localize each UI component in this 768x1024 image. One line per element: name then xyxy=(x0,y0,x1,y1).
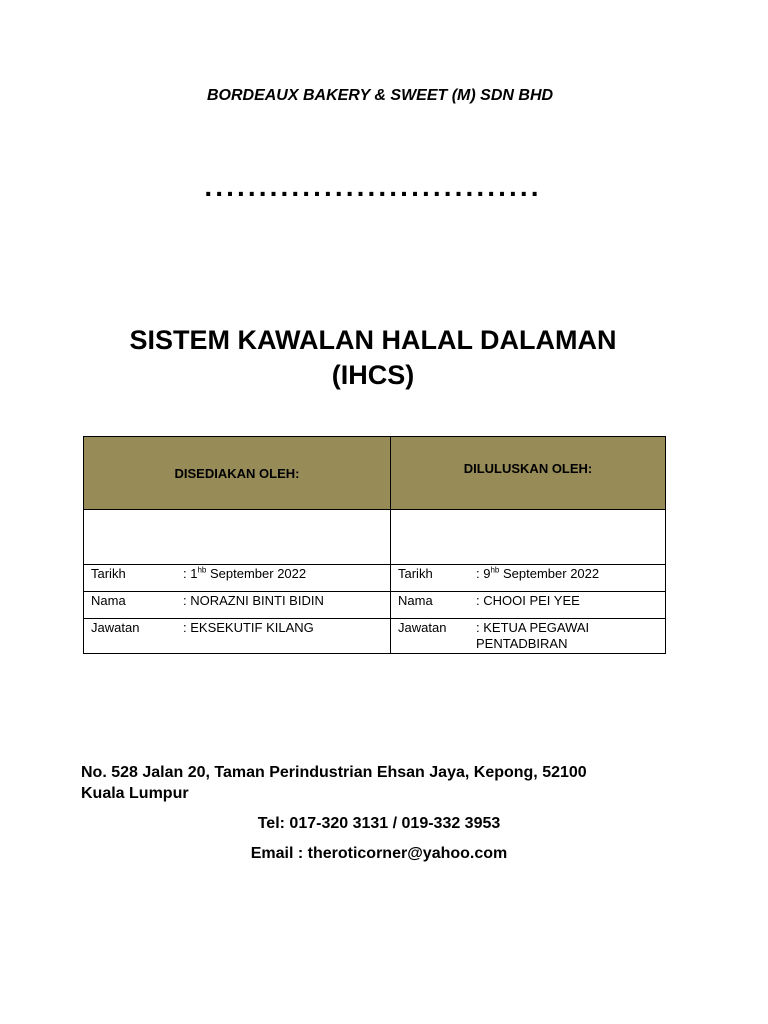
approved-name-label: Nama xyxy=(398,593,433,608)
telephone-numbers: Tel: 017-320 3131 / 019-332 3953 xyxy=(257,815,501,832)
approved-date-cell xyxy=(391,565,666,592)
approved-position-label: Jawatan xyxy=(398,620,447,635)
prepared-date-day: : 1 xyxy=(183,566,198,581)
company-name: BORDEAUX BAKERY & SWEET (M) SDN BHD xyxy=(206,87,554,104)
approved-by-header: DILULUSKAN OLEH: xyxy=(391,437,666,510)
prepared-date-value xyxy=(183,566,390,582)
approved-name-cell xyxy=(391,592,666,619)
prepared-date-cell xyxy=(84,565,391,592)
dotted-separator: ............................... xyxy=(204,171,542,202)
address-line-2: Kuala Lumpur xyxy=(81,785,189,802)
prepared-name-label: Nama xyxy=(91,593,126,608)
document-title xyxy=(0,323,746,393)
prepared-position-cell xyxy=(84,619,391,654)
table-header-row xyxy=(84,437,666,510)
title-line-2: (IHCS) xyxy=(331,360,415,390)
approved-position-line-2: PENTADBIRAN xyxy=(476,636,568,651)
prepared-name-value: : NORAZNI BINTI BIDIN xyxy=(183,593,324,608)
date-row xyxy=(84,565,666,592)
prepared-position-label: Jawatan xyxy=(91,620,140,635)
signature-row xyxy=(84,510,666,565)
approved-date-day: : 9 xyxy=(476,566,491,581)
approved-name-value: : CHOOI PEI YEE xyxy=(476,593,580,608)
company-address xyxy=(81,762,681,804)
prepared-date-month: September 2022 xyxy=(206,566,307,581)
prepared-date-label: Tarikh xyxy=(91,566,126,581)
prepared-date-suffix: hb xyxy=(197,565,207,575)
approved-position-cell xyxy=(391,619,666,654)
prepared-by-header: DISEDIAKAN OLEH: xyxy=(84,437,391,510)
address-line-1: No. 528 Jalan 20, Taman Perindustrian Ehsan Jaya, Kepong, 52100 xyxy=(81,764,587,781)
position-row xyxy=(84,619,666,654)
approved-position-line-1: : KETUA PEGAWAI xyxy=(476,620,590,635)
approved-date-label: Tarikh xyxy=(398,566,433,581)
title-line-1: SISTEM KAWALAN HALAL DALAMAN xyxy=(129,325,617,355)
prepared-position-value: : EKSEKUTIF KILANG xyxy=(183,620,314,635)
approved-signature-cell xyxy=(391,510,666,565)
prepared-name-cell xyxy=(84,592,391,619)
approved-date-value xyxy=(476,566,665,582)
prepared-signature-cell xyxy=(84,510,391,565)
approved-date-suffix: hb xyxy=(490,565,500,575)
signature-table xyxy=(83,436,666,654)
name-row xyxy=(84,592,666,619)
approved-position-value xyxy=(476,620,665,652)
approved-date-month: September 2022 xyxy=(499,566,600,581)
email-address: Email : theroticorner@yahoo.com xyxy=(250,845,508,862)
